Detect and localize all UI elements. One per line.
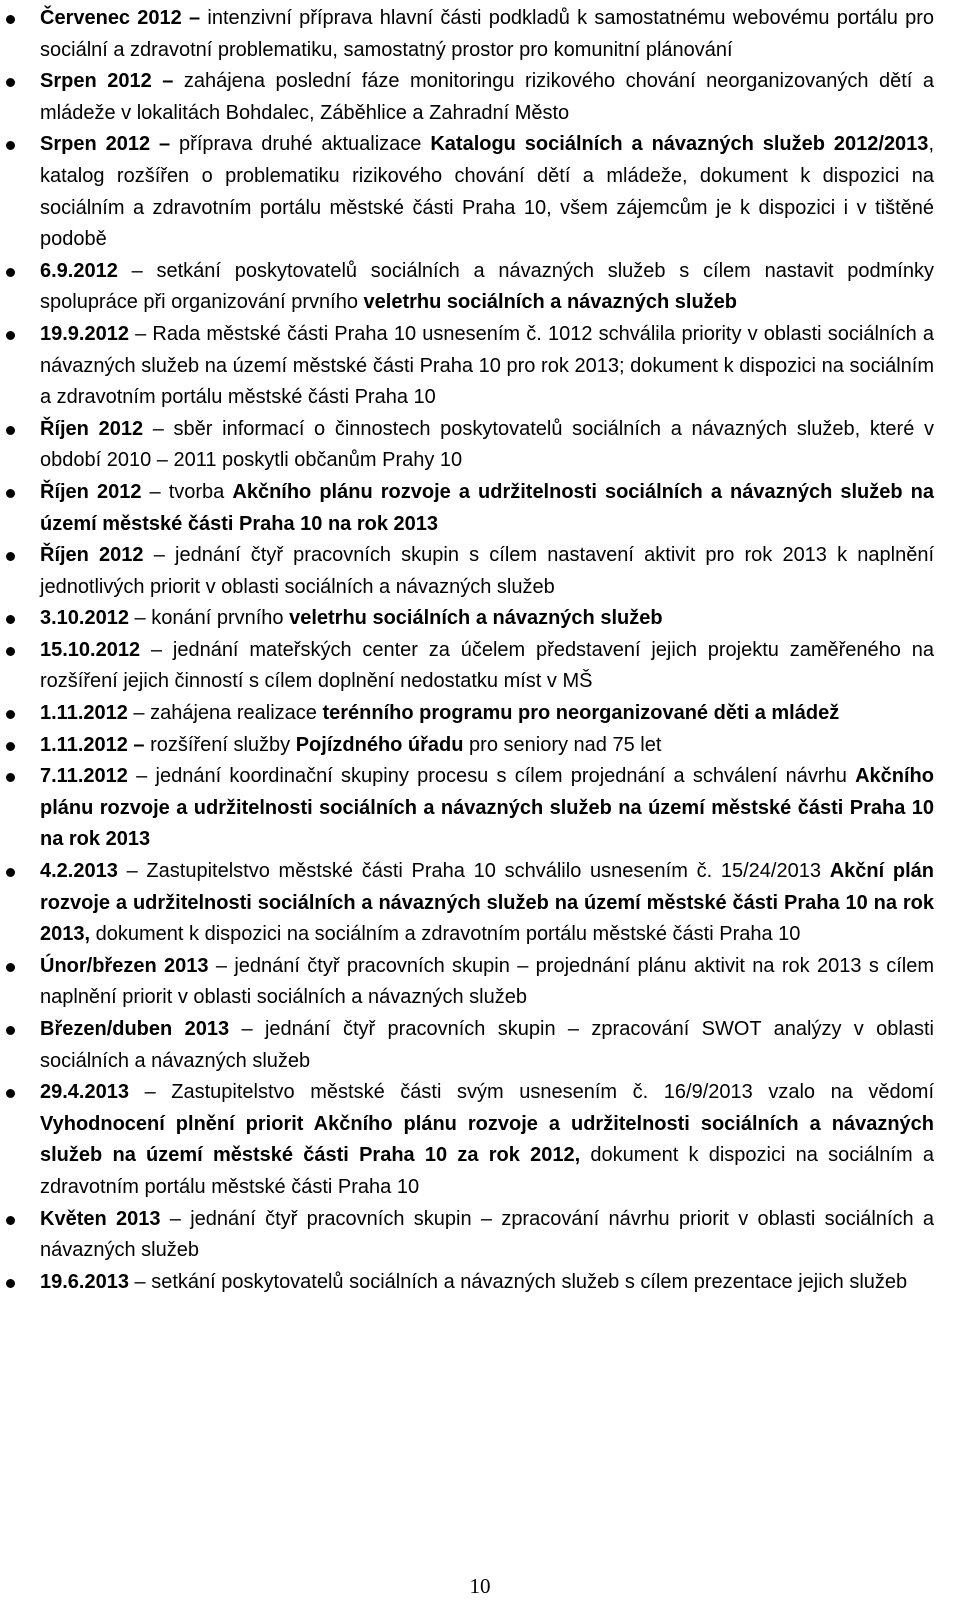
- list-item: [0, 256, 960, 319]
- bullet-icon: [6, 15, 15, 24]
- bullet-icon: [6, 141, 15, 150]
- text-segment: – jednání čtyř pracovních skupin – zpracování SWOT analýzy v oblasti sociálních a návazných služeb: [40, 1018, 934, 1072]
- bold-text-segment: 1.11.2012 –: [40, 733, 151, 756]
- bold-text-segment: 29.4.2013: [40, 1081, 129, 1104]
- list-item-text: [40, 1271, 907, 1293]
- bold-text-segment: 19.6.2013: [40, 1270, 129, 1293]
- list-item: [0, 761, 960, 856]
- bold-text-segment: Květen 2013: [40, 1207, 161, 1230]
- bullet-icon: [6, 1089, 15, 1098]
- text-segment: intenzivní příprava hlavní části podkladů k samostatnému webovému portálu pro sociální a zdravotní problematiku, samostatný prostor pro komunitní plánování: [40, 7, 935, 61]
- bullet-icon: [6, 489, 15, 498]
- list-item-text: [40, 7, 934, 61]
- list-item: [0, 1204, 960, 1267]
- text-segment: – jednání čtyř pracovních skupin s cílem nastavení aktivit pro rok 2013 k naplnění jednotlivých priorit v oblasti sociálních a návazných služeb: [40, 544, 934, 598]
- bold-text-segment: veletrhu sociálních a návazných služeb: [363, 291, 737, 314]
- list-item: [0, 477, 960, 540]
- text-segment: – jednání koordinační skupiny procesu s cílem projednání a schválení návrhu: [127, 765, 856, 788]
- list-item-text: [40, 418, 934, 472]
- bullet-icon: [6, 773, 15, 782]
- bold-text-segment: 7.11.2012: [40, 765, 128, 788]
- bullet-icon: [6, 1279, 15, 1288]
- text-segment: rozšíření služby: [150, 733, 296, 756]
- text-segment: dokument k dispozici na sociálním a zdravotním portálu městské části Praha 10: [90, 923, 801, 946]
- text-segment: – jednání čtyř pracovních skupin – projednání plánu aktivit na rok 2013 s cílem naplnění priorit v oblasti sociálních a návazných služeb: [40, 954, 935, 1009]
- bold-text-segment: Pojízdného úřadu: [295, 733, 464, 756]
- bullet-icon: [6, 552, 15, 561]
- bold-text-segment: 6.9.2012: [40, 259, 118, 282]
- bold-text-segment: Říjen 2012: [40, 544, 144, 567]
- bold-text-segment: veletrhu sociálních a návazných služeb: [289, 607, 663, 630]
- bold-text-segment: terénního programu pro neorganizované děti a mládež: [322, 702, 840, 725]
- bold-text-segment: Říjen 2012: [40, 417, 144, 440]
- list-item: [0, 698, 960, 730]
- list-item: [0, 635, 960, 698]
- text-segment: – sběr informací o činnostech poskytovatelů sociálních a návazných služeb, které v období 2010 – 2011 poskytli občanům Prahy 10: [40, 417, 935, 472]
- list-item-text: [40, 734, 661, 756]
- bold-text-segment: Červenec 2012 –: [40, 7, 208, 29]
- bullet-icon: [6, 426, 15, 435]
- list-item: [0, 951, 960, 1014]
- bullet-icon: [6, 615, 15, 624]
- list-item: [0, 1267, 960, 1299]
- bullet-icon: [6, 78, 15, 87]
- bold-text-segment: 4.2.2013: [40, 860, 118, 883]
- list-item: [0, 3, 960, 66]
- text-segment: – konání prvního: [128, 607, 290, 630]
- text-segment: dokument k dispozici na sociálním a zdravotním portálu městské části Praha 10: [40, 1144, 934, 1198]
- list-item: [0, 603, 960, 635]
- bullet-icon: [6, 710, 15, 719]
- list-item-text: [40, 607, 663, 629]
- list-item: [0, 1014, 960, 1077]
- text-segment: – Rada městské části Praha 10 usnesením č. 1012 schválila priority v oblasti sociálních a návazných služeb na území městské části Praha 10 pro rok 2013; dokument k dispozici na sociálním a zdravotním portálu městské části Praha 10: [40, 322, 934, 409]
- list-item: [0, 730, 960, 762]
- bullet-icon: [6, 1216, 15, 1225]
- bold-text-segment: Srpen 2012 –: [40, 70, 184, 93]
- list-item: [0, 129, 960, 255]
- list-item-text: [40, 1018, 934, 1072]
- list-item: [0, 540, 960, 603]
- text-segment: , katalog rozšířen o problematiku rizikového chování dětí a mládeže, dokument k dispozici na sociálním a zdravotním portálu městské části Praha 10, všem zájemcům je k dispozici i v tištěné podobě: [40, 133, 934, 251]
- list-item-text: [40, 544, 934, 598]
- text-segment: – Zastupitelstvo městské části Praha 10 schválilo usnesením č. 15/24/2013: [117, 860, 830, 883]
- list-item-text: [40, 639, 934, 693]
- list-item-text: [40, 1081, 934, 1198]
- bullet-icon: [6, 742, 15, 751]
- list-item-text: [40, 702, 839, 724]
- text-segment: – setkání poskytovatelů sociálních a návazných služeb s cílem prezentace jejich služeb: [128, 1270, 908, 1293]
- text-segment: pro seniory nad 75 let: [463, 733, 662, 756]
- bullet-icon: [6, 268, 15, 277]
- text-segment: příprava druhé aktualizace: [179, 133, 431, 156]
- list-item-text: [40, 1208, 934, 1262]
- list-item-text: [40, 765, 934, 850]
- bold-text-segment: Akčního plánu rozvoje a udržitelnosti sociálních a návazných služeb na území městské části Praha 10 na rok 2013: [40, 765, 934, 851]
- bold-text-segment: 3.10.2012: [40, 607, 129, 630]
- bullet-icon: [6, 647, 15, 656]
- list-item: [0, 414, 960, 477]
- bullet-icon: [6, 1026, 15, 1035]
- list-item-text: [40, 323, 934, 408]
- list-item-text: [40, 955, 934, 1009]
- bullet-icon: [6, 963, 15, 972]
- list-item-text: [40, 133, 934, 250]
- bold-text-segment: Akční plán rozvoje a udržitelnosti sociálních a návazných služeb na území městské části Praha 10 na rok 2013,: [40, 860, 934, 946]
- bold-text-segment: Březen/duben 2013: [40, 1018, 230, 1040]
- bold-text-segment: 1.11.2012: [40, 702, 128, 725]
- list-item-text: [40, 260, 934, 314]
- list-item: [0, 319, 960, 414]
- bullet-icon: [6, 331, 15, 340]
- list-item-text: [40, 860, 934, 945]
- text-segment: – tvorba: [141, 480, 233, 503]
- text-segment: – Zastupitelstvo městské části svým usnesením č. 16/9/2013 vzalo na vědomí: [128, 1081, 934, 1104]
- list-item-text: [40, 481, 934, 535]
- timeline-bullet-list: [0, 3, 960, 1298]
- text-segment: – zahájena realizace: [127, 702, 323, 725]
- page-number: 10: [469, 1574, 491, 1598]
- bold-text-segment: 15.10.2012: [40, 638, 141, 661]
- bold-text-segment: Říjen 2012: [40, 480, 142, 503]
- bold-text-segment: Vyhodnocení plnění priorit Akčního plánu rozvoje a udržitelnosti sociálních a návazných služeb na území městské části Praha 10 za rok 2012,: [40, 1112, 934, 1167]
- text-segment: – jednání čtyř pracovních skupin – zpracování návrhu priorit v oblasti sociálních a návazných služeb: [40, 1207, 934, 1262]
- bold-text-segment: 19.9.2012: [40, 322, 129, 345]
- list-item-text: [40, 70, 934, 124]
- bold-text-segment: Akčního plánu rozvoje a udržitelnosti sociálních a návazných služeb na území městské části Praha 10 na rok 2013: [40, 480, 934, 535]
- bold-text-segment: Únor/březen 2013: [40, 954, 209, 977]
- bold-text-segment: Srpen 2012 –: [40, 133, 180, 156]
- bullet-icon: [6, 868, 15, 877]
- list-item: [0, 1077, 960, 1203]
- bold-text-segment: Katalogu sociálních a návazných služeb 2012/2013: [430, 133, 929, 156]
- text-segment: – jednání mateřských center za účelem představení jejich projektu zaměřeného na rozšíření jejich činností s cílem doplnění nedostatku míst v MŠ: [40, 638, 934, 693]
- list-item: [0, 66, 960, 129]
- list-item: [0, 856, 960, 951]
- text-segment: zahájena poslední fáze monitoringu rizikového chování neorganizovaných dětí a mládeže v lokalitách Bohdalec, Záběhlice a Zahradní Město: [40, 70, 935, 124]
- text-segment: – setkání poskytovatelů sociálních a návazných služeb s cílem nastavit podmínky spolupráce při organizování prvního: [40, 259, 934, 314]
